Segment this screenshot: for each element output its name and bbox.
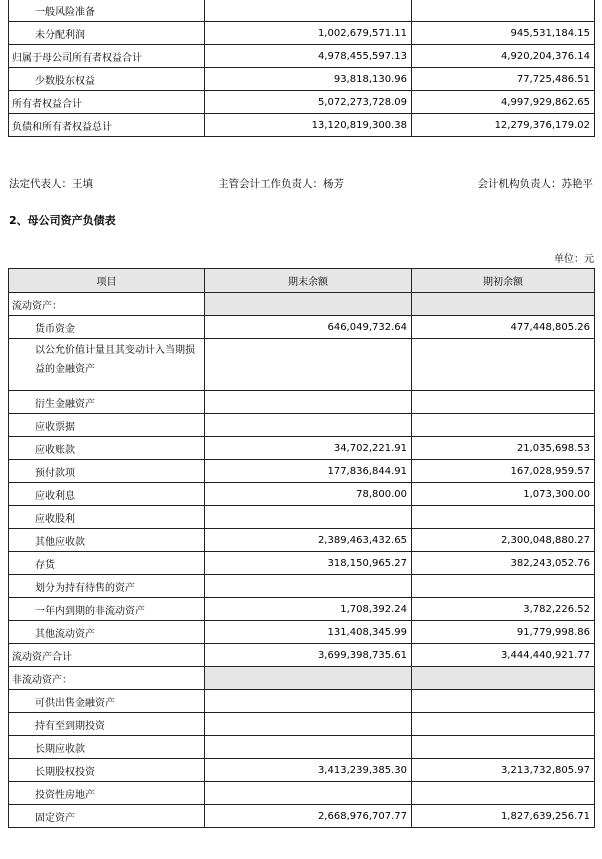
section-title: 2、母公司资产负债表 <box>9 214 116 227</box>
begin-balance-cell <box>412 690 595 713</box>
top-table-body <box>9 0 595 137</box>
table-row <box>9 598 595 621</box>
begin-balance-cell: 4,997,929,862.65 <box>412 91 595 114</box>
row-label: 预付款项 <box>9 460 205 483</box>
begin-balance-cell: 91,779,998.86 <box>412 621 595 644</box>
table-row <box>9 437 595 460</box>
begin-balance-cell <box>412 391 595 414</box>
end-balance-cell: 93,818,130.96 <box>205 68 412 91</box>
end-balance-cell: 4,978,455,597.13 <box>205 45 412 68</box>
begin-balance-cell: 3,213,732,805.97 <box>412 759 595 782</box>
end-balance-cell: 1,708,392.24 <box>205 598 412 621</box>
begin-balance-cell: 3,782,226.52 <box>412 598 595 621</box>
end-balance-cell <box>205 575 412 598</box>
row-label: 负债和所有者权益总计 <box>9 114 205 137</box>
begin-balance-cell: 3,444,440,921.77 <box>412 644 595 667</box>
table-row <box>9 690 595 713</box>
begin-balance-cell: 382,243,052.76 <box>412 552 595 575</box>
end-balance-cell <box>205 667 412 690</box>
row-label: 划分为持有待售的资产 <box>9 575 205 598</box>
table-row <box>9 736 595 759</box>
balance-sheet-top-table <box>8 0 595 137</box>
table-row <box>9 414 595 437</box>
table-row <box>9 114 595 137</box>
begin-balance-cell <box>412 736 595 759</box>
begin-balance-cell <box>412 667 595 690</box>
row-label: 一年内到期的非流动资产 <box>9 598 205 621</box>
row-label: 存货 <box>9 552 205 575</box>
begin-balance-cell: 945,531,184.15 <box>412 22 595 45</box>
end-balance-cell: 1,002,679,571.11 <box>205 22 412 45</box>
row-label: 投资性房地产 <box>9 782 205 805</box>
end-balance-cell <box>205 414 412 437</box>
begin-balance-cell <box>412 782 595 805</box>
end-balance-cell <box>205 506 412 529</box>
end-balance-cell: 318,150,965.27 <box>205 552 412 575</box>
row-label: 应收股利 <box>9 506 205 529</box>
row-label: 其他流动资产 <box>9 621 205 644</box>
begin-balance-cell <box>412 506 595 529</box>
begin-balance-cell: 1,827,639,256.71 <box>412 805 595 828</box>
row-label: 所有者权益合计 <box>9 91 205 114</box>
row-label: 少数股东权益 <box>9 68 205 91</box>
row-label: 应收利息 <box>9 483 205 506</box>
accounting-org-head: 会计机构负责人：苏艳平 <box>477 178 593 190</box>
begin-balance-cell: 2,300,048,880.27 <box>412 529 595 552</box>
table-row <box>9 339 595 391</box>
table-row <box>9 644 595 667</box>
row-label: 流动资产： <box>9 293 205 316</box>
table-row <box>9 575 595 598</box>
end-balance-cell <box>205 339 412 391</box>
table-row <box>9 0 595 22</box>
end-balance-cell <box>205 713 412 736</box>
table-row <box>9 552 595 575</box>
end-balance-cell: 131,408,345.99 <box>205 621 412 644</box>
begin-balance-cell: 477,448,805.26 <box>412 316 595 339</box>
table-row <box>9 621 595 644</box>
table-header-row <box>9 269 595 293</box>
accounting-head: 主管会计工作负责人：杨芳 <box>218 178 344 190</box>
table-row <box>9 68 595 91</box>
begin-balance-cell: 167,028,959.57 <box>412 460 595 483</box>
end-balance-cell: 3,699,398,735.61 <box>205 644 412 667</box>
end-balance-cell: 2,668,976,707.77 <box>205 805 412 828</box>
end-balance-cell: 5,072,273,728.09 <box>205 91 412 114</box>
table-row <box>9 506 595 529</box>
header-end-balance: 期末余额 <box>205 269 412 293</box>
begin-balance-cell <box>412 713 595 736</box>
begin-balance-cell <box>412 0 595 22</box>
table-row <box>9 460 595 483</box>
table-row <box>9 483 595 506</box>
end-balance-cell: 78,800.00 <box>205 483 412 506</box>
row-label: 持有至到期投资 <box>9 713 205 736</box>
row-label: 归属于母公司所有者权益合计 <box>9 45 205 68</box>
end-balance-cell: 34,702,221.91 <box>205 437 412 460</box>
begin-balance-cell <box>412 575 595 598</box>
row-label: 衍生金融资产 <box>9 391 205 414</box>
begin-balance-cell: 12,279,376,179.02 <box>412 114 595 137</box>
row-label: 长期应收款 <box>9 736 205 759</box>
table-row <box>9 759 595 782</box>
end-balance-cell <box>205 293 412 316</box>
unit-label: 单位：元 <box>554 254 594 265</box>
row-label: 应收票据 <box>9 414 205 437</box>
row-label: 固定资产 <box>9 805 205 828</box>
end-balance-cell: 3,413,239,385.30 <box>205 759 412 782</box>
row-label: 其他应收款 <box>9 529 205 552</box>
row-label: 非流动资产： <box>9 667 205 690</box>
table-row <box>9 805 595 828</box>
parent-table-body <box>9 293 595 828</box>
row-label: 一般风险准备 <box>9 0 205 22</box>
begin-balance-cell: 21,035,698.53 <box>412 437 595 460</box>
end-balance-cell <box>205 690 412 713</box>
row-label: 流动资产合计 <box>9 644 205 667</box>
table-row <box>9 391 595 414</box>
table-row <box>9 45 595 68</box>
end-balance-cell <box>205 391 412 414</box>
table-row <box>9 22 595 45</box>
row-label: 货币资金 <box>9 316 205 339</box>
row-label: 可供出售金融资产 <box>9 690 205 713</box>
header-item: 项目 <box>9 269 205 293</box>
row-label: 应收账款 <box>9 437 205 460</box>
table-row <box>9 91 595 114</box>
table-row <box>9 713 595 736</box>
begin-balance-cell: 4,920,204,376.14 <box>412 45 595 68</box>
header-begin-balance: 期初余额 <box>412 269 595 293</box>
begin-balance-cell: 1,073,300.00 <box>412 483 595 506</box>
end-balance-cell: 2,389,463,432.65 <box>205 529 412 552</box>
end-balance-cell: 646,049,732.64 <box>205 316 412 339</box>
end-balance-cell: 177,836,844.91 <box>205 460 412 483</box>
begin-balance-cell <box>412 339 595 391</box>
table-row <box>9 316 595 339</box>
table-row <box>9 782 595 805</box>
row-label: 未分配利润 <box>9 22 205 45</box>
table-row <box>9 529 595 552</box>
begin-balance-cell: 77,725,486.51 <box>412 68 595 91</box>
row-label: 以公允价值计量且其变动计入当期损益的金融资产 <box>9 339 205 391</box>
parent-balance-sheet-table <box>8 268 595 828</box>
end-balance-cell <box>205 0 412 22</box>
table-row <box>9 667 595 690</box>
row-label: 长期股权投资 <box>9 759 205 782</box>
begin-balance-cell <box>412 293 595 316</box>
end-balance-cell <box>205 736 412 759</box>
begin-balance-cell <box>412 414 595 437</box>
table-row <box>9 293 595 316</box>
legal-representative: 法定代表人：王填 <box>9 178 93 190</box>
end-balance-cell: 13,120,819,300.38 <box>205 114 412 137</box>
end-balance-cell <box>205 782 412 805</box>
